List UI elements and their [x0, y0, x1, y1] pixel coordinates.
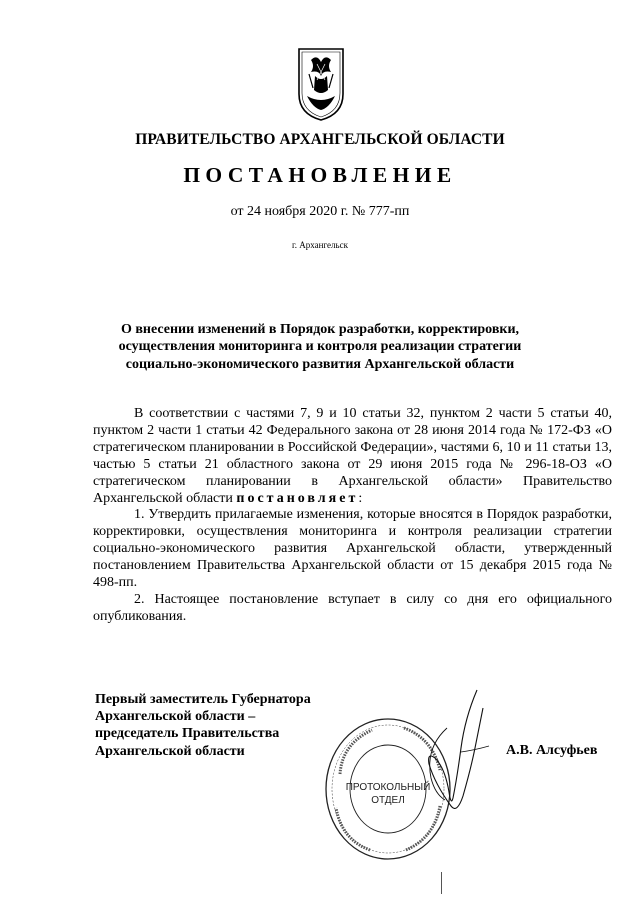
stamp-text-line-1: ПРОТОКОЛЬНЫЙ — [345, 782, 431, 793]
document-type: ПОСТАНОВЛЕНИЕ — [183, 163, 457, 187]
item-1-paragraph: 1. Утвердить прилагаемые изменения, которые вносятся в Порядок разработки, корректировки, осуществления мониторинга и контроля реализации стратегии социально-экономического развития Архангельской области, утвержденный постановлением Правительства Архангельской области от 15 декабря 2015 года № 498-пп. — [93, 507, 612, 591]
signer-position — [95, 691, 311, 760]
subject-line: О внесении изменений в Порядок разработки, корректировки, — [120, 322, 520, 337]
signer-name: А.В. Алсуфьев — [506, 743, 598, 758]
preamble-text: В соответствии с частями 7, 9 и 10 статьи 32, пунктом 2 части 5 статьи 40, пунктом 2 части 1 статьи 42 Федерального закона от 28 июня 2014 года № 172-ФЗ «О стратегическом планировании в Российской Федерации», частями 6, 10 и 11 статьи 13, частью 5 статьи 21 областного закона от 29 июня 2015 года № 296-18-ОЗ «О стратегическом планировании в Архангельской области» Правительство Архангельской области — [93, 406, 612, 506]
document-body — [93, 406, 612, 626]
document-city: г. Архангельск — [292, 240, 348, 250]
signer-position-line: Первый заместитель Губернатора — [95, 692, 311, 707]
signer-position-line: председатель Правительства — [95, 726, 280, 742]
signer-position-line: Архангельской области – — [95, 709, 256, 725]
document-subject — [100, 321, 540, 373]
subject-line: социально-экономического развития Архангельской области — [125, 356, 515, 372]
document-date-number: от 24 ноября 2020 г. № 777-пп — [230, 204, 410, 219]
page-edge-mark — [441, 872, 444, 894]
organization-title: ПРАВИТЕЛЬСТВО АРХАНГЕЛЬСКОЙ ОБЛАСТИ — [135, 131, 505, 148]
signer-position-line: Архангельской области — [95, 743, 245, 759]
handwritten-signature-icon — [405, 688, 500, 818]
arkhangelsk-coat-of-arms-icon — [297, 46, 345, 122]
preamble-paragraph — [93, 406, 612, 507]
item-2-paragraph: 2. Настоящее постановление вступает в силу со дня его официального опубликования. — [93, 591, 612, 624]
subject-line: осуществления мониторинга и контроля реализации стратегии — [118, 339, 522, 355]
decree-word: постановляет — [236, 490, 359, 506]
stamp-text-line-2: ОТДЕЛ — [371, 795, 405, 806]
decree-colon: : — [358, 490, 363, 506]
